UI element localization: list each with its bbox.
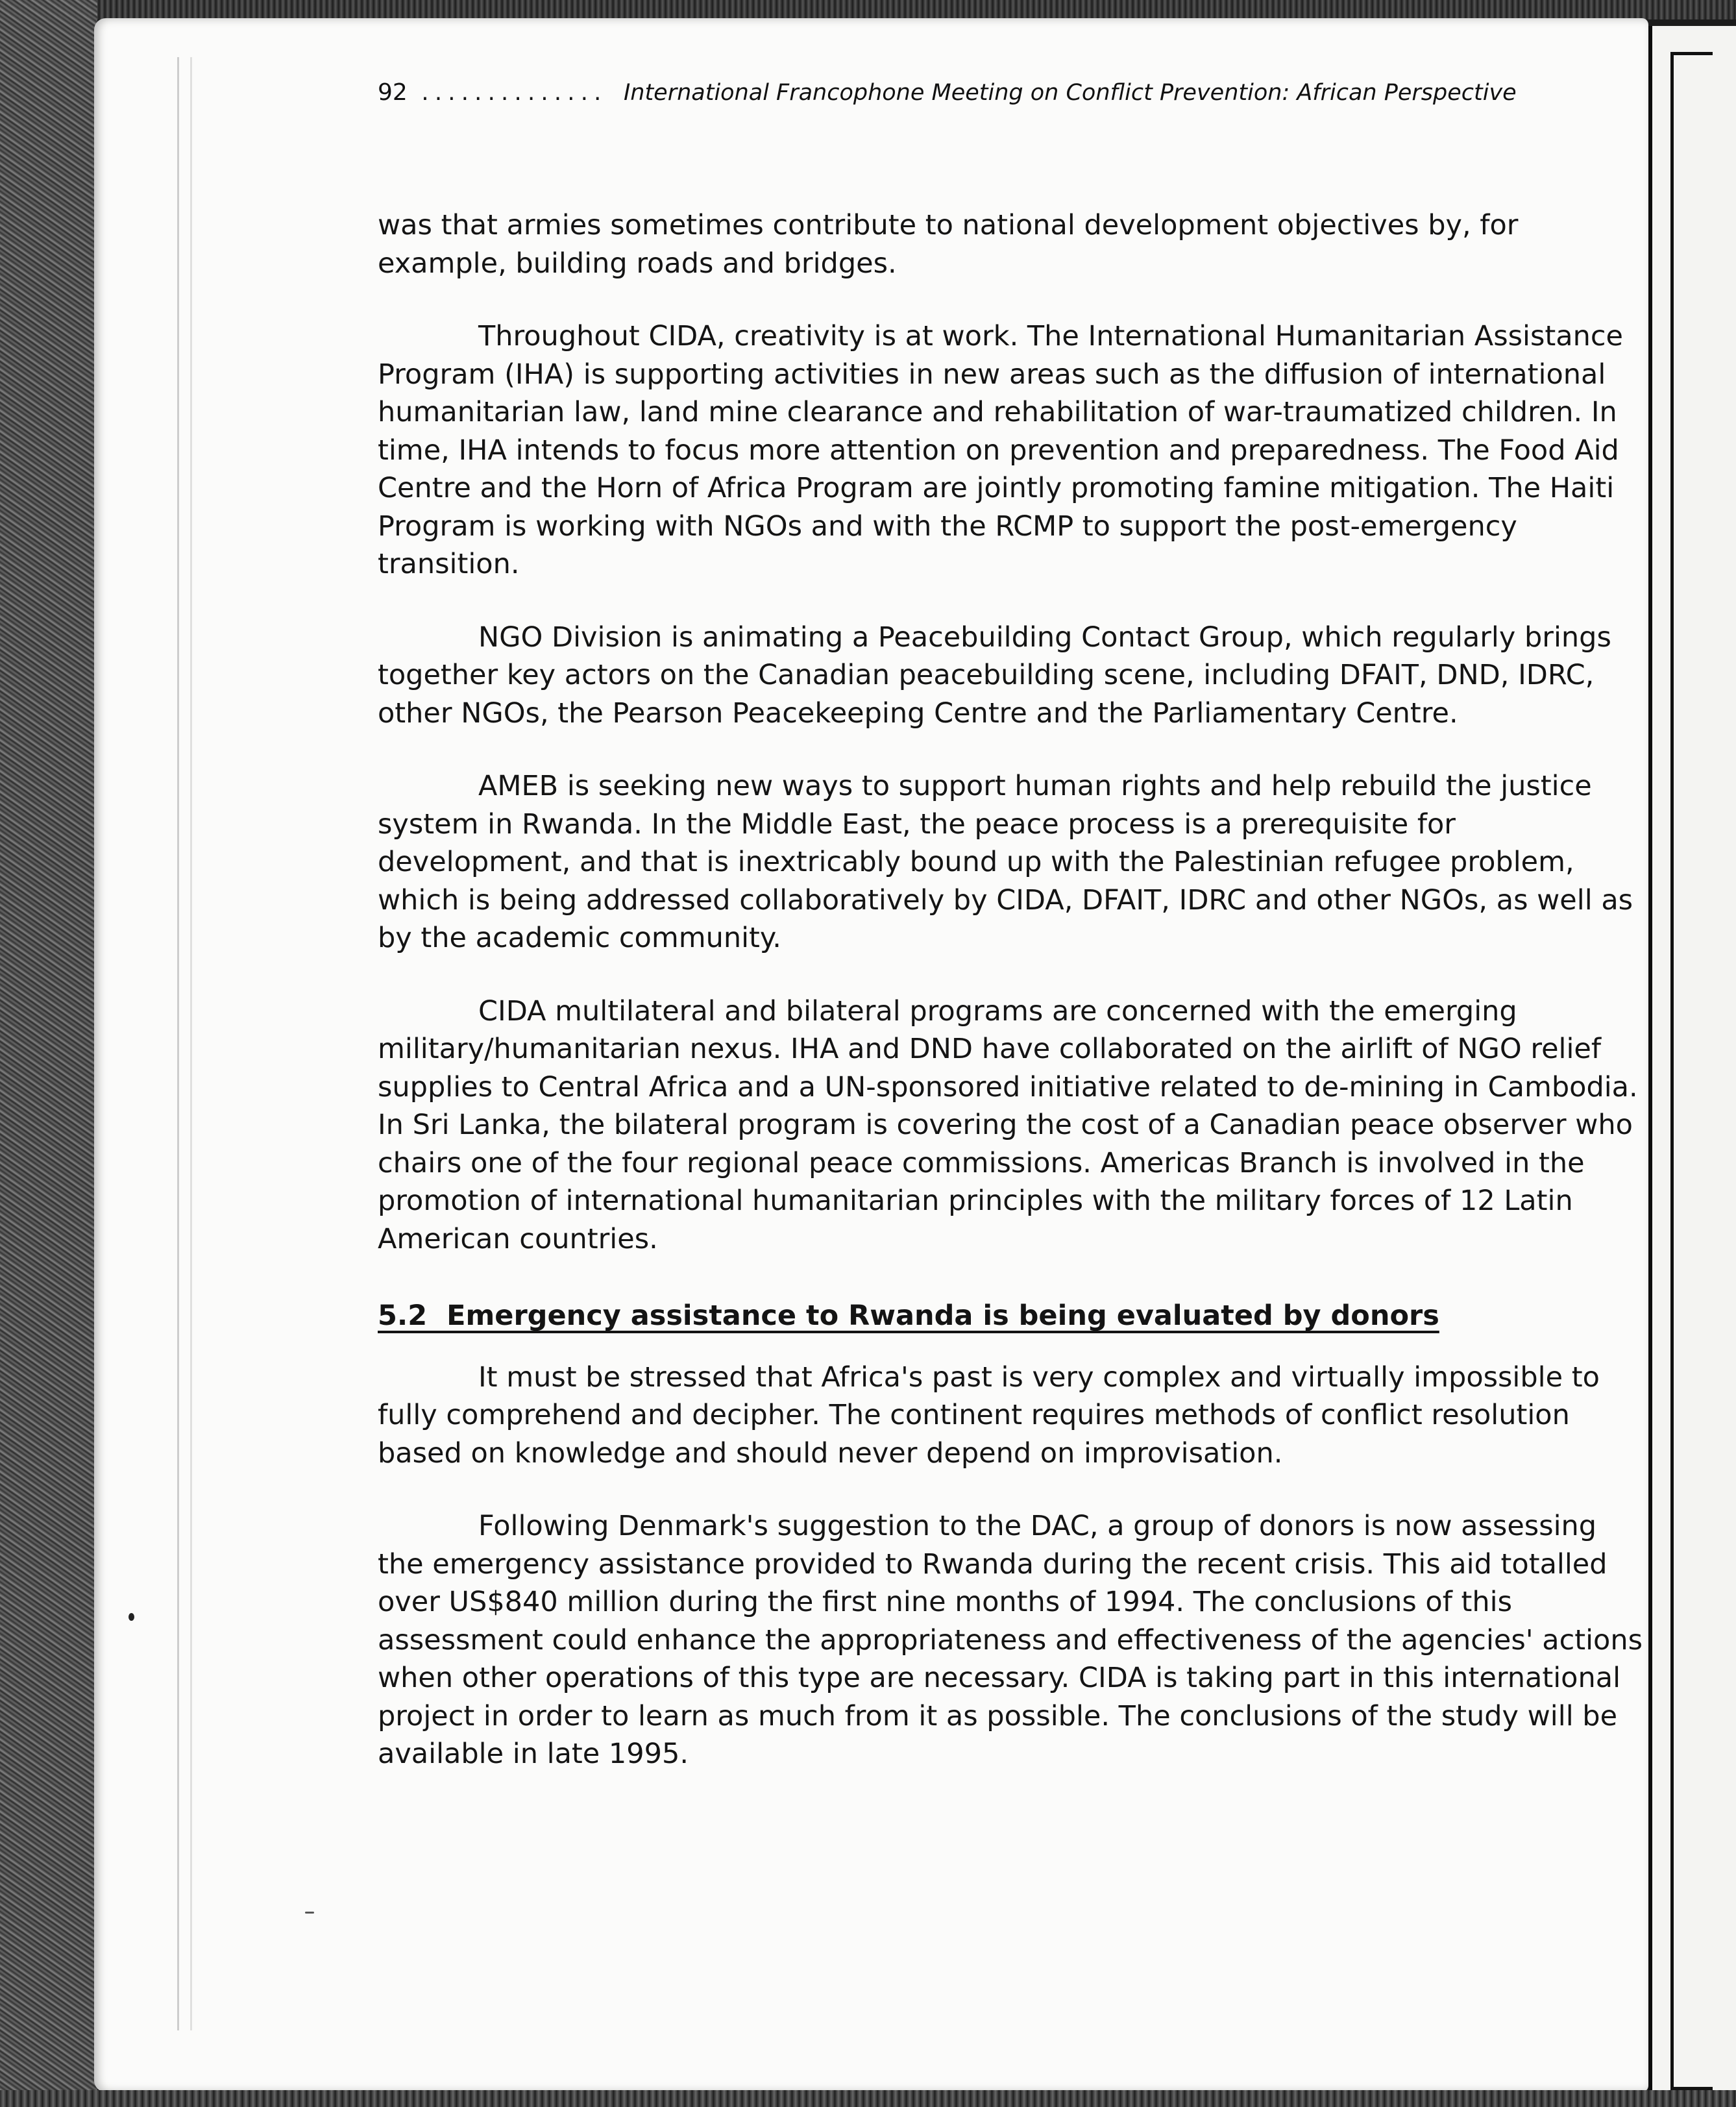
scan-speck [128,1613,134,1621]
adjacent-page-edge [1648,26,1736,2097]
scan-top-edge [0,0,1736,19]
page-number: 92 [378,79,408,106]
leader-dots: .............. [421,79,607,106]
paragraph-continued: was that armies sometimes contribute to national development objectives by, for example, building roads and bridges. [378,209,1519,280]
gutter-line [190,57,192,2030]
paragraph-multilateral-programs: CIDA multilateral and bilateral programs are concerned with the emerging military/humanitarian nexus. IHA and DND have collaborated on the airlift of NGO relief supplies to Central Africa and a UN-sponsored initiative related to de-mining in Cambodia. In Sri Lanka, the bilateral program is covering the cost of a Canadian peace observer who chairs one of the four regional peace commissions. Americas Branch is involved in the promotion of international humanitarian principles with the military forces of 12 Latin American countries. [378,994,1638,1255]
page-bracket [1670,52,1713,2090]
section-heading: 5.2 Emergency assistance to Rwanda is being evaluated by donors [378,1300,1439,1332]
scan-bottom-edge [0,2090,1736,2107]
running-header [378,79,1630,125]
scan-speck [305,1912,314,1914]
gutter-line [177,57,179,2030]
paragraph-cida-creativity: Throughout CIDA, creativity is at work. The International Humanitarian Assistance Program (IHA) is supporting activities in new areas such as the diffusion of international humanitarian law, land mine clearance and rehabilitation of war-traumatized children. In time, IHA intends to focus more attention on prevention and preparedness. The Food Aid Centre and the Horn of Africa Program are jointly promoting famine mitigation. The Haiti Program is working with NGOs and with the RCMP to support the post-emergency transition. [378,320,1623,580]
paragraph-ameb: AMEB is seeking new ways to support human rights and help rebuild the justice system in Rwanda. In the Middle East, the peace process is a prerequisite for development, and that is inextricably bound up with the Palestinian refugee problem, which is being addressed collaboratively by CIDA, DFAIT, IDRC and other NGOs, as well as by the academic community. [378,770,1633,954]
paragraph-ngo-division: NGO Division is animating a Peacebuilding Contact Group, which regularly brings together key actors on the Canadian peacebuilding scene, including DFAIT, DND, IDRC, other NGOs, the Pearson Peacekeeping Centre and the Parliamentary Centre. [378,621,1611,730]
paragraph-africa-past: It must be stressed that Africa's past is very complex and virtually impossible to fully comprehend and decipher. The continent requires methods of conflict resolution based on knowledge and should never depend on improvisation. [378,1361,1600,1470]
scan-left-edge [0,0,97,2107]
paragraph-denmark-suggestion: Following Denmark's suggestion to the DAC, a group of donors is now assessing the emergency assistance provided to Rwanda during the recent crisis. This aid totalled over US$840 million during the first nine months of 1994. The conclusions of this assessment could enhance the appropriateness and effectiveness of the agencies' actions when other operations of this type are necessary. CIDA is taking part in this international project in order to learn as much from it as possible. The conclusions of the study will be available in late 1995. [378,1510,1643,1770]
body-text [378,206,1643,1808]
running-title: International Francophone Meeting on Conflict Prevention: African Perspective [623,80,1517,106]
